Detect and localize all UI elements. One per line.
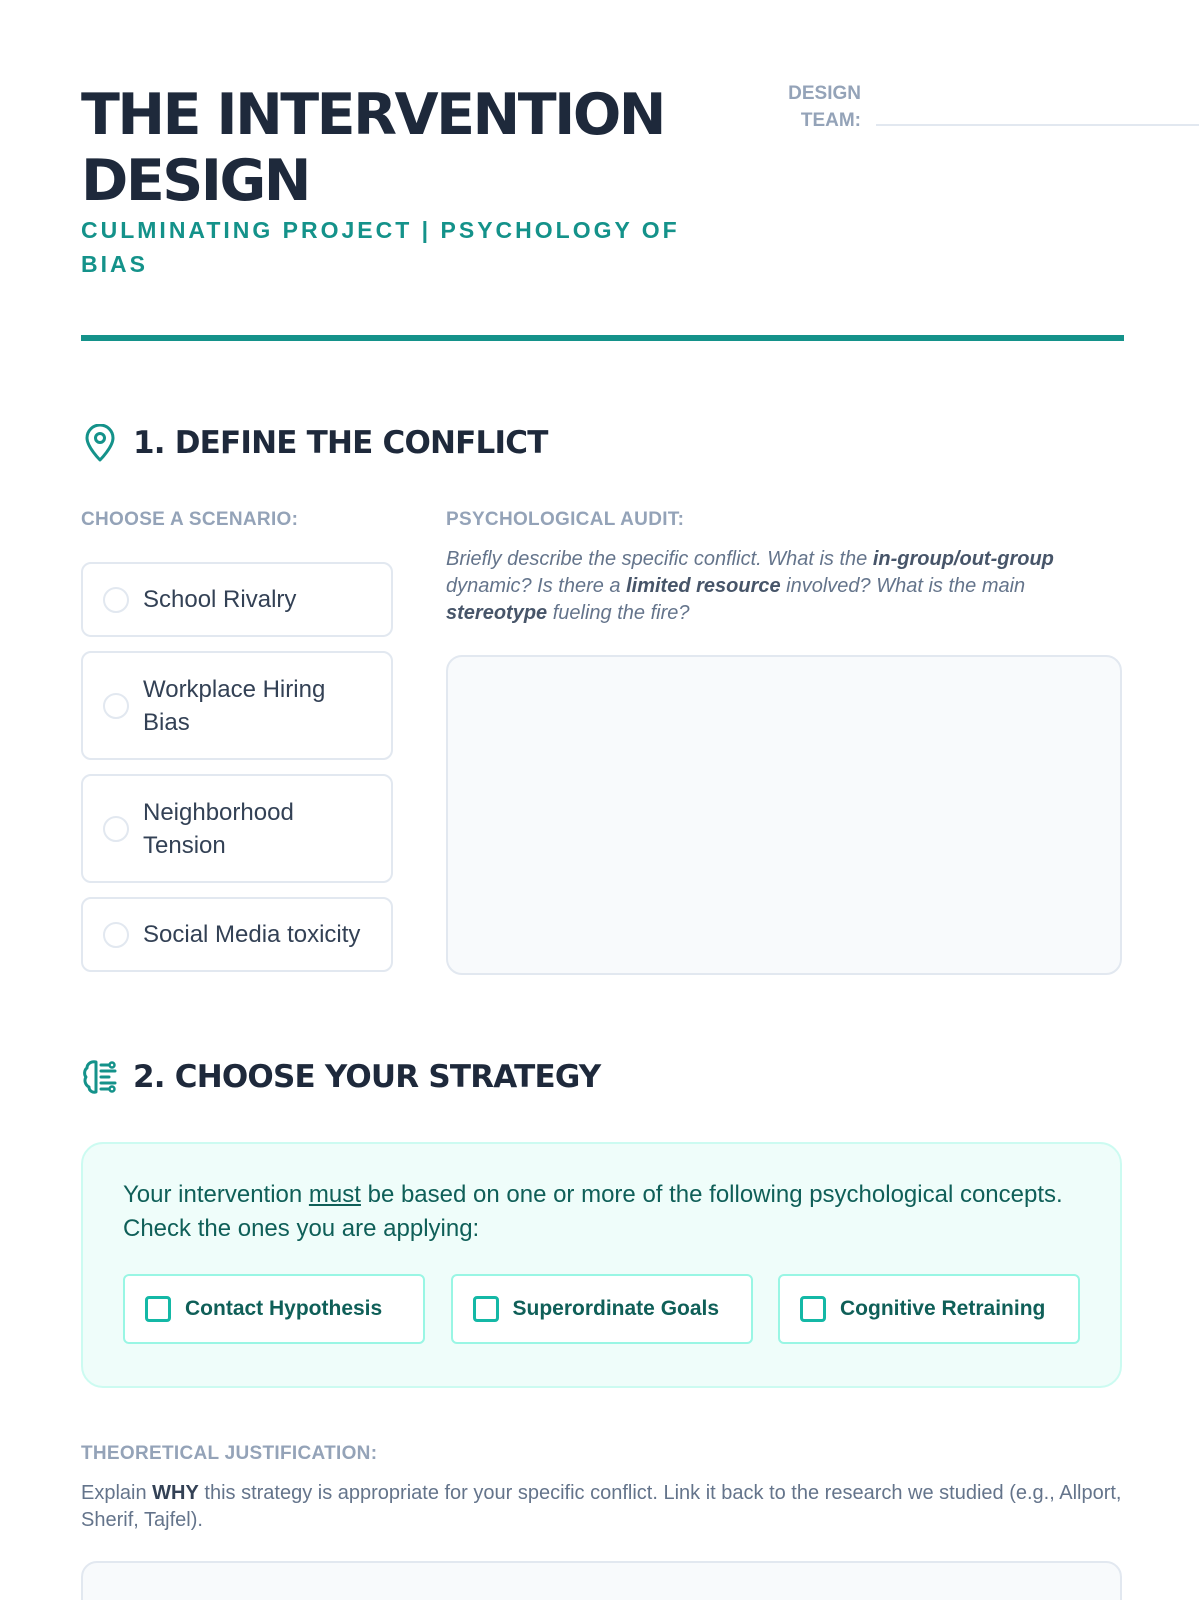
concept-label: Superordinate Goals [512, 1297, 720, 1320]
justification-emphasis: WHY [152, 1482, 199, 1504]
concept-superordinate-goals[interactable] [451, 1274, 753, 1344]
strategy-text: be based on one or more of the following psychological concepts. Check the ones you are applying: [123, 1181, 1063, 1242]
justification-prompt [81, 1480, 1122, 1534]
scenario-option-social-media-toxicity[interactable] [81, 897, 393, 972]
scenario-option-label: School Rivalry [143, 586, 297, 613]
scenario-list [81, 562, 393, 986]
concept-cognitive-retraining[interactable] [778, 1274, 1080, 1344]
concept-label: Contact Hypothesis [185, 1297, 383, 1320]
concept-options [123, 1274, 1080, 1344]
radio-button[interactable] [103, 816, 129, 842]
audit-label: PSYCHOLOGICAL AUDIT: [446, 509, 685, 530]
audit-prompt-text: fueling the fire? [547, 602, 690, 624]
justification-text: Explain [81, 1482, 153, 1504]
brain-icon [81, 1058, 119, 1096]
justification-text: this strategy is appropriate for your specific conflict. Link it back to the research we studied (e.g., Allport, Sherif, Tajfel). [81, 1482, 1122, 1531]
concept-contact-hypothesis[interactable] [123, 1274, 425, 1344]
audit-prompt-emphasis: in-group/out-group [872, 548, 1054, 570]
page-subtitle: CULMINATING PROJECT | PSYCHOLOGY OF BIAS [81, 217, 680, 277]
strategy-emphasis: must [308, 1181, 361, 1208]
scenario-option-neighborhood-tension[interactable] [81, 774, 393, 883]
audit-prompt-emphasis: stereotype [446, 602, 548, 624]
strategy-panel [81, 1142, 1122, 1388]
scenario-label: CHOOSE A SCENARIO: [81, 509, 299, 530]
section-1-title: 1. DEFINE THE CONFLICT [133, 425, 548, 461]
section-2-title: 2. CHOOSE YOUR STRATEGY [133, 1059, 601, 1095]
justification-textarea[interactable] [81, 1561, 1122, 1600]
section-2-heading [81, 1058, 600, 1096]
header-divider [81, 335, 1124, 341]
header [81, 0, 1098, 345]
audit-prompt-text: Briefly describe the specific conflict. What is the [446, 548, 873, 570]
design-team-label: DESIGN TEAM: [788, 83, 861, 131]
audit-prompt-text: dynamic? Is there a [446, 575, 627, 597]
radio-button[interactable] [103, 587, 129, 613]
section-1-heading [81, 424, 548, 462]
audit-textarea[interactable] [446, 655, 1122, 975]
design-team-field[interactable] [761, 80, 1199, 132]
audit-prompt [446, 546, 1126, 627]
audit-prompt-text: involved? What is the main [780, 575, 1026, 597]
design-team-input-line[interactable] [876, 124, 1199, 126]
checkbox[interactable] [473, 1296, 499, 1322]
checkbox[interactable] [800, 1296, 826, 1322]
page-title: THE INTERVENTION DESIGN [81, 82, 664, 214]
scenario-option-label: Neighborhood Tension [143, 798, 294, 859]
audit-prompt-emphasis: limited resource [626, 575, 781, 597]
map-pin-icon [81, 424, 119, 462]
scenario-option-workplace-hiring-bias[interactable] [81, 651, 393, 760]
checkbox[interactable] [145, 1296, 171, 1322]
scenario-option-label: Workplace Hiring Bias [143, 675, 326, 736]
strategy-text: Your intervention [123, 1181, 309, 1208]
radio-button[interactable] [103, 693, 129, 719]
radio-button[interactable] [103, 922, 129, 948]
scenario-option-school-rivalry[interactable] [81, 562, 393, 637]
concept-label: Cognitive Retraining [840, 1297, 1046, 1320]
strategy-instructions [123, 1178, 1080, 1246]
justification-label: THEORETICAL JUSTIFICATION: [81, 1443, 378, 1464]
scenario-option-label: Social Media toxicity [143, 921, 361, 948]
